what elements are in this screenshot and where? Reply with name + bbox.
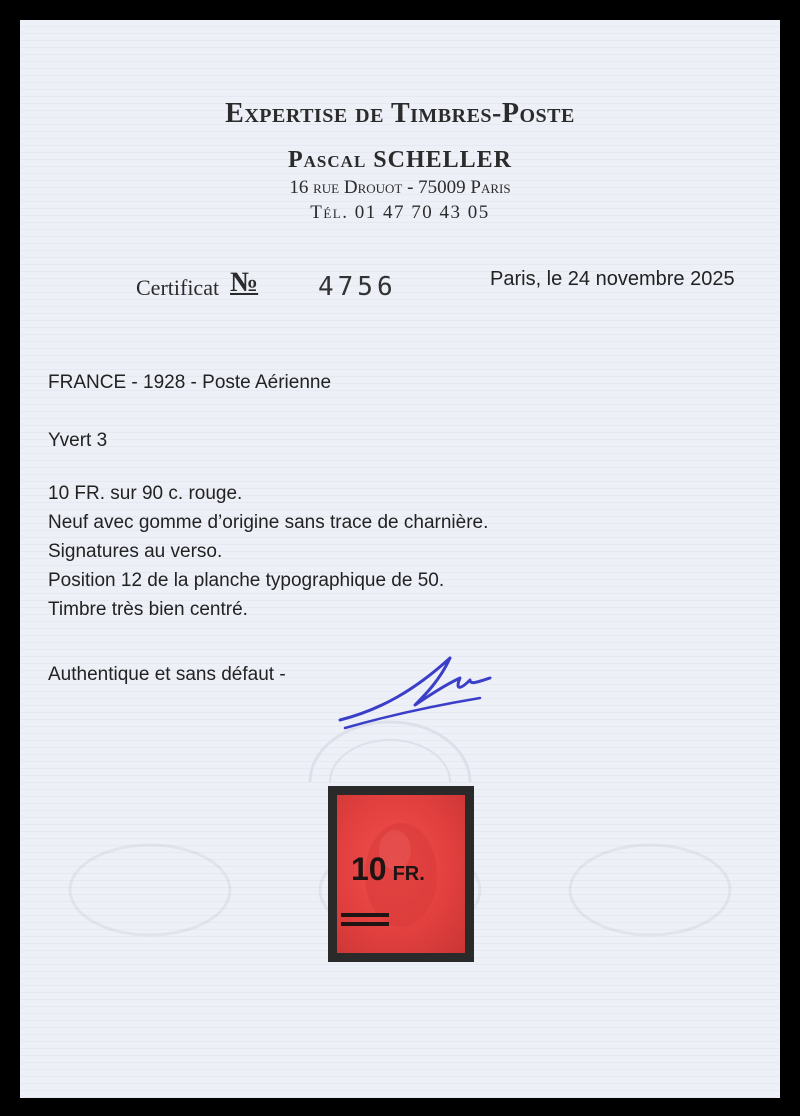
surcharge-bar-top xyxy=(341,913,389,917)
description-line-3: Signatures au verso. xyxy=(48,541,223,562)
description-line-2: Neuf avec gomme d’origine sans trace de charnière. xyxy=(48,512,489,533)
surcharge-bar-bottom xyxy=(341,922,389,926)
description-line-1: 10 FR. sur 90 c. rouge. xyxy=(48,483,243,504)
certificate-title: Expertise de Timbres-Poste xyxy=(225,98,575,129)
expert-name: Pascal SCHELLER xyxy=(288,147,512,173)
stamp-surcharge-unit: FR. xyxy=(392,863,425,885)
stamp-surcharge-value: 10 xyxy=(351,851,387,887)
description-line-5: Timbre très bien centré. xyxy=(48,599,248,620)
catalog-line: Yvert 3 xyxy=(48,430,108,451)
country-line: FRANCE - 1928 - Poste Aérienne xyxy=(48,372,332,393)
description-line-4: Position 12 de la planche typographique de 50. xyxy=(48,570,445,591)
certificate-label: Certificat xyxy=(136,275,220,300)
expert-signature xyxy=(320,650,500,735)
certificate-sheet xyxy=(20,20,780,1098)
expert-address: 16 rue Drouot - 75009 Paris xyxy=(289,177,511,198)
conclusion-line: Authentique et sans défaut - xyxy=(48,664,286,685)
certificate-number: 4756 xyxy=(318,272,397,302)
certificate-number-sign: № xyxy=(230,267,259,298)
stamp-image xyxy=(328,786,474,962)
stamp-face xyxy=(337,795,465,953)
expert-phone: Tél. 01 47 70 43 05 xyxy=(310,202,490,223)
certificate-date: Paris, le 24 novembre 2025 xyxy=(490,268,735,290)
stamp-surcharge-text xyxy=(351,851,425,888)
